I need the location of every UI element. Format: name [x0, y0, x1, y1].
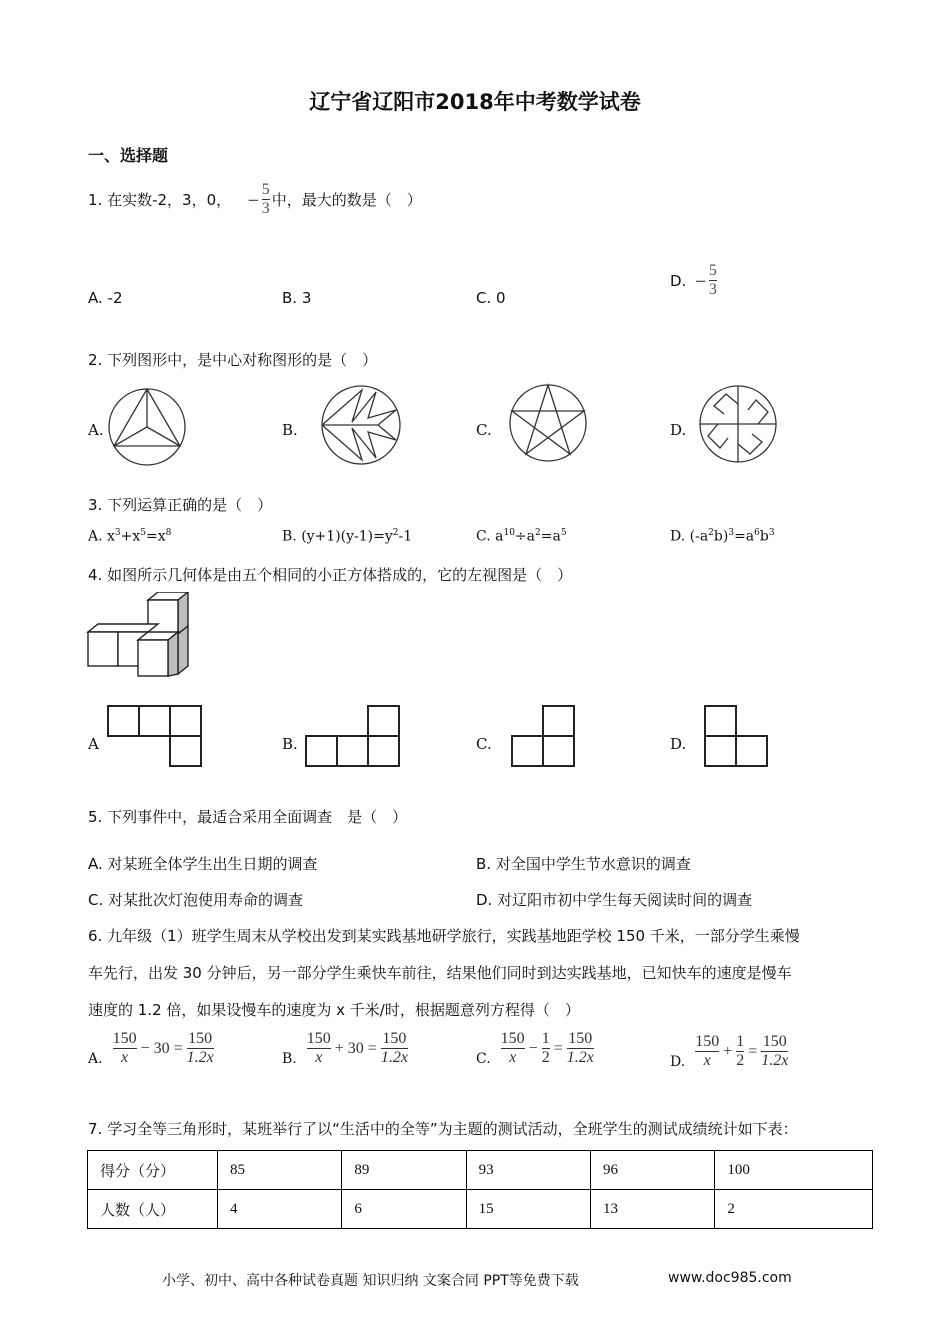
- q3-b-text: B. (y+1)(y-1)=y: [282, 528, 393, 545]
- q6-d-equation: [695, 1033, 788, 1070]
- q3-d-text3: =a: [734, 528, 755, 545]
- q6-d-label: D.: [670, 1054, 686, 1070]
- numerator: 150: [188, 1030, 213, 1047]
- q5-option-b[interactable]: B. 对全国中学生节水意识的调查: [476, 855, 691, 873]
- numerator: 150: [112, 1030, 137, 1047]
- question-1-stem: [88, 181, 422, 218]
- q1-option-b[interactable]: B. 3: [282, 289, 312, 307]
- numerator: 150: [500, 1030, 525, 1047]
- q3-b-exp1: 2: [392, 528, 399, 538]
- q1-d-frac-num: 5: [708, 262, 717, 279]
- operator: +: [334, 1039, 344, 1057]
- q3-d-exp4: 3: [768, 528, 775, 538]
- table-cell: 人数（人）: [88, 1190, 218, 1229]
- q4-view-b: [304, 704, 402, 768]
- denominator: x: [315, 1049, 323, 1066]
- question-7-stem: 7. 学习全等三角形时，某班举行了以“生活中的全等”为主题的测试活动，全班学生的测试成绩统计如下表：: [88, 1120, 798, 1138]
- numerator: 150: [568, 1030, 593, 1047]
- q3-a-text2: +x: [120, 528, 141, 545]
- q3-d-exp1: 2: [708, 528, 714, 538]
- q4-view-a: [106, 704, 204, 768]
- operator: +: [723, 1042, 733, 1060]
- question-3-stem: 3. 下列运算正确的是（ ）: [88, 496, 273, 514]
- q3-option-c[interactable]: [476, 528, 567, 545]
- question-5-stem: 5. 下列事件中，最适合采用全面调查 是（ ）: [88, 808, 408, 826]
- question-2-stem: 2. 下列图形中，是中心对称图形的是（ ）: [88, 351, 378, 369]
- q1-option-a[interactable]: A. -2: [88, 289, 123, 307]
- numerator: 150: [695, 1033, 720, 1050]
- q5-option-d[interactable]: D. 对辽阳市初中学生每天阅读时间的调查: [476, 891, 753, 909]
- q3-a-exp1: 3: [114, 528, 121, 538]
- q1-option-d[interactable]: [670, 262, 717, 299]
- denominator: 1.2x: [566, 1049, 594, 1066]
- denominator: x: [121, 1049, 129, 1066]
- denominator: x: [703, 1052, 711, 1069]
- q3-a-text: A. x: [88, 528, 115, 545]
- q4-option-d-label[interactable]: D.: [670, 735, 687, 753]
- q1-neg-sign: −: [247, 190, 260, 209]
- q3-a-exp2: 5: [140, 528, 147, 538]
- numerator: 150: [762, 1033, 787, 1050]
- term: 30: [347, 1039, 364, 1057]
- table-cell: 89: [342, 1151, 466, 1190]
- table-cell: 4: [218, 1190, 342, 1229]
- q2-figure-c: [506, 381, 590, 465]
- q3-d-exp2: 3: [728, 528, 735, 538]
- q5-option-c[interactable]: C. 对某批次灯泡使用寿命的调查: [88, 891, 304, 909]
- term: 30: [153, 1039, 170, 1057]
- q3-c-exp1: 10: [503, 528, 515, 538]
- table-cell: 2: [715, 1190, 873, 1229]
- q1-stem-part1: 1. 在实数-2，3，0，: [88, 191, 232, 209]
- q6-option-c[interactable]: [476, 1030, 594, 1067]
- table-cell: 15: [466, 1190, 590, 1229]
- q3-d-text: D. (-a: [670, 528, 709, 545]
- q3-c-text2: ÷a: [514, 528, 535, 545]
- q1-stem-part2: 中，最大的数是（ ）: [271, 191, 422, 209]
- q6-b-label: B.: [282, 1051, 297, 1067]
- score-table: [87, 1150, 873, 1229]
- q2-figure-d: [696, 382, 780, 466]
- q6-b-equation: [307, 1030, 408, 1067]
- q4-option-c-label[interactable]: C.: [476, 735, 492, 753]
- denominator: 2: [736, 1052, 745, 1069]
- table-cell: 85: [218, 1151, 342, 1190]
- q3-d-text2: b): [713, 528, 729, 545]
- q6-c-label: C.: [476, 1051, 491, 1067]
- q3-a-text3: =x: [146, 528, 166, 545]
- q3-c-exp3: 5: [560, 528, 567, 538]
- equals-sign: =: [553, 1039, 563, 1057]
- q2-option-a-label[interactable]: A.: [88, 421, 104, 439]
- q1-frac-den: 3: [261, 200, 270, 217]
- q6-option-d[interactable]: [670, 1033, 788, 1070]
- equals-sign: =: [173, 1039, 183, 1057]
- q2-figure-b: [318, 382, 404, 468]
- table-cell: 6: [342, 1190, 466, 1229]
- q2-figure-a: [104, 384, 190, 470]
- question-4-stem: 4. 如图所示几何体是由五个相同的小正方体搭成的，它的左视图是（ ）: [88, 566, 573, 584]
- q3-c-text: C. a: [476, 528, 504, 545]
- q3-option-d[interactable]: [670, 528, 775, 545]
- table-cell: 96: [590, 1151, 714, 1190]
- numerator: 150: [382, 1030, 407, 1047]
- footer-link[interactable]: www.doc985.com: [668, 1270, 792, 1286]
- table-cell: 100: [715, 1151, 873, 1190]
- q3-d-text4: b: [759, 528, 769, 545]
- q3-c-exp2: 2: [535, 528, 541, 538]
- q6-c-equation: [501, 1030, 594, 1067]
- equals-sign: =: [748, 1042, 758, 1060]
- table-row: [88, 1151, 873, 1190]
- denominator: 1.2x: [761, 1052, 789, 1069]
- operator: −: [528, 1039, 538, 1057]
- equals-sign: =: [367, 1039, 377, 1057]
- denominator: 2: [541, 1049, 550, 1066]
- numerator: 150: [306, 1030, 331, 1047]
- q1-option-c[interactable]: C. 0: [476, 289, 506, 307]
- q1-option-d-label: D.: [670, 271, 687, 290]
- section-heading: 一、选择题: [88, 146, 169, 165]
- denominator: 1.2x: [380, 1049, 408, 1066]
- q3-c-text3: =a: [540, 528, 561, 545]
- q2-option-b-label[interactable]: B.: [282, 421, 298, 439]
- q4-option-a-label[interactable]: A: [88, 735, 99, 753]
- q6-option-a[interactable]: [88, 1030, 214, 1067]
- q1-d-neg-sign: −: [694, 271, 707, 290]
- q3-option-a[interactable]: [88, 528, 171, 545]
- table-row: [88, 1190, 873, 1229]
- footer-text: 小学、初中、高中各种试卷真题 知识归纳 文案合同 PPT等免费下载: [162, 1273, 579, 1289]
- numerator: 1: [736, 1033, 745, 1050]
- denominator: x: [509, 1049, 517, 1066]
- numerator: 1: [541, 1030, 550, 1047]
- q6-option-b[interactable]: [282, 1030, 408, 1067]
- table-cell: 93: [466, 1151, 590, 1190]
- q2-option-c-label[interactable]: C.: [476, 421, 492, 439]
- q2-option-d-label[interactable]: D.: [670, 421, 687, 439]
- denominator: 1.2x: [186, 1049, 214, 1066]
- q1-fraction: [262, 181, 270, 218]
- q3-option-b[interactable]: [282, 528, 412, 545]
- q4-option-b-label[interactable]: B.: [282, 735, 298, 753]
- q3-a-exp3: 8: [165, 528, 172, 538]
- q6-a-label: A.: [88, 1051, 103, 1067]
- q3-d-exp3: 6: [754, 528, 760, 538]
- operator: −: [140, 1039, 150, 1057]
- q5-option-a[interactable]: A. 对某班全体学生出生日期的调查: [88, 855, 318, 873]
- q3-b-text2: -1: [398, 528, 413, 545]
- q4-solid-figure: [86, 592, 192, 678]
- q1-frac-num: 5: [261, 181, 270, 198]
- q1-d-frac-den: 3: [708, 281, 717, 298]
- page-title: 辽宁省辽阳市2018年中考数学试卷: [309, 90, 641, 114]
- question-6-line-1: 6. 九年级（1）班学生周末从学校出发到某实践基地研学旅行，实践基地距学校 150 千米，一部分学生乘慢: [88, 927, 800, 945]
- question-6-line-2: 车先行，出发 30 分钟后，另一部分学生乘快车前往，结果他们同时到达实践基地，已知快车的速度是慢车: [88, 964, 792, 982]
- q1-d-fraction: [709, 262, 717, 299]
- table-cell: 13: [590, 1190, 714, 1229]
- question-6-line-3: 速度的 1.2 倍，如果设慢车的速度为 x 千米/时，根据题意列方程得（ ）: [88, 1001, 580, 1019]
- q6-a-equation: [113, 1030, 214, 1067]
- q4-view-c: [510, 704, 578, 768]
- table-cell: 得分（分）: [88, 1151, 218, 1190]
- q4-view-d: [703, 704, 771, 768]
